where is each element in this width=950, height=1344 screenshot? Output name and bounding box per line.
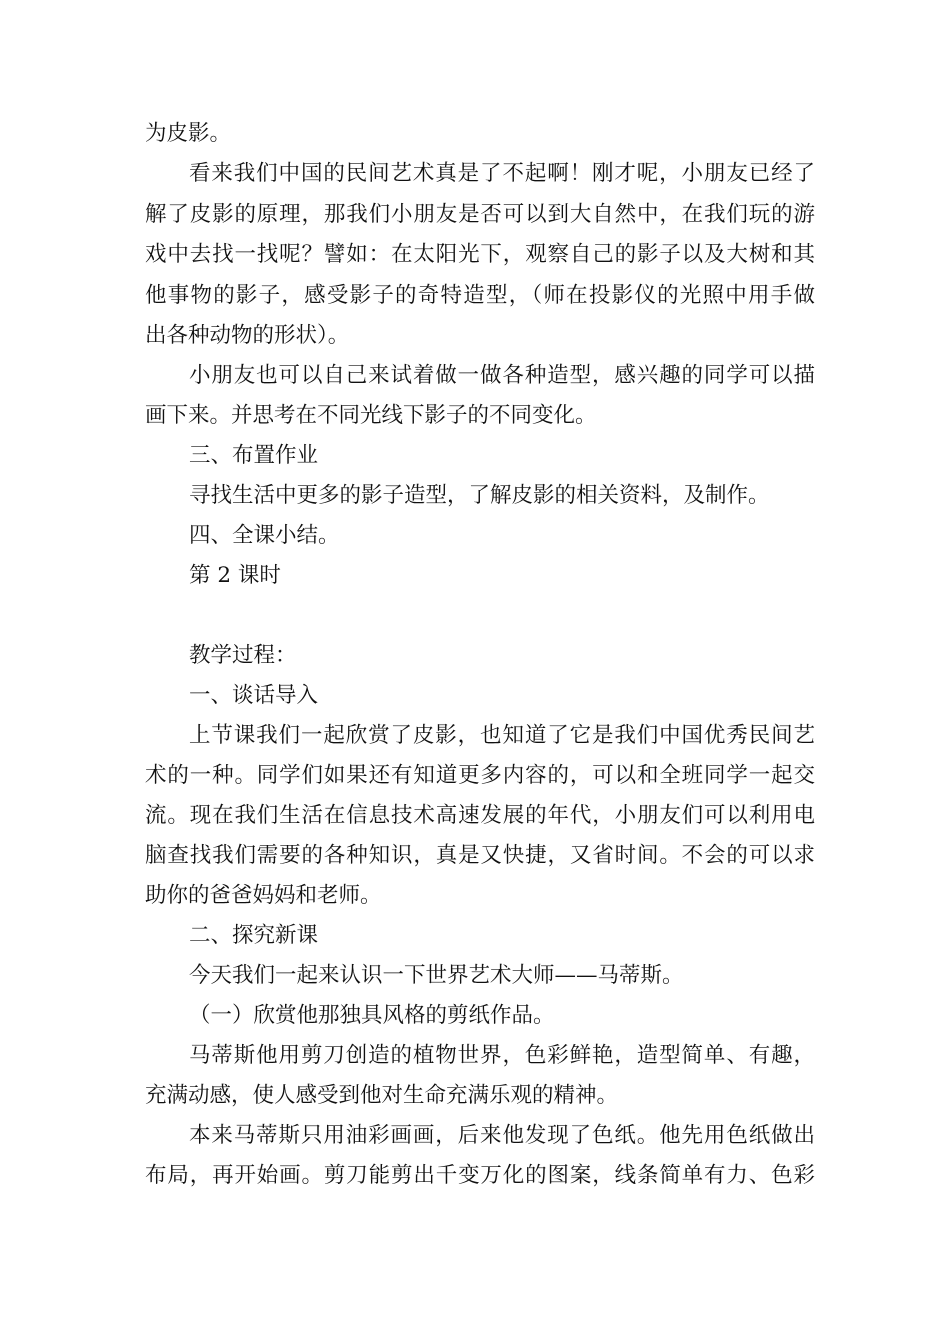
text-line: 术的一种。同学们如果还有知道更多内容的，可以和全班同学一起交: [145, 763, 815, 788]
text-line: 寻找生活中更多的影子造型，了解皮影的相关资料，及制作。: [189, 483, 770, 508]
text-line: 马蒂斯他用剪刀创造的植物世界，色彩鲜艳，造型简单、有趣，: [189, 1043, 815, 1068]
text-line: 戏中去找一找呢？譬如：在太阳光下，观察自己的影子以及大树和其: [145, 242, 815, 267]
text-line: 他事物的影子，感受影子的奇特造型，（师在投影仪的光照中用手做: [145, 283, 815, 308]
text-line: 为皮影。: [145, 121, 232, 146]
section-heading: 四、全课小结。: [189, 523, 340, 548]
section-heading: 一、谈话导入: [189, 683, 319, 708]
lesson-heading: 第 2 课时: [189, 563, 281, 588]
text-line: 充满动感，使人感受到他对生命充满乐观的精神。: [145, 1083, 619, 1108]
text-line: 看来我们中国的民间艺术真是了不起啊！刚才呢，小朋友已经了: [189, 161, 815, 186]
section-heading: 二、探究新课: [189, 923, 319, 948]
text-line: 小朋友也可以自己来试着做一做各种造型，感兴趣的同学可以描: [189, 363, 815, 388]
section-heading: 三、布置作业: [189, 443, 319, 468]
text-line: 布局，再开始画。剪刀能剪出千变万化的图案，线条简单有力、色彩: [145, 1163, 815, 1188]
text-line: 出各种动物的形状）。: [145, 323, 350, 348]
text-line: 本来马蒂斯只用油彩画画，后来他发现了色纸。他先用色纸做出: [189, 1123, 815, 1148]
text-line: 画下来。并思考在不同光线下影子的不同变化。: [145, 403, 597, 428]
text-line: 解了皮影的原理，那我们小朋友是否可以到大自然中，在我们玩的游: [145, 202, 815, 227]
text-line: 脑查找我们需要的各种知识，真是又快捷，又省时间。不会的可以求: [145, 843, 815, 868]
subsection-heading: （一）欣赏他那独具风格的剪纸作品。: [189, 1003, 555, 1028]
text-line: 上节课我们一起欣赏了皮影，也知道了它是我们中国优秀民间艺: [189, 723, 815, 748]
text-line: 今天我们一起来认识一下世界艺术大师——马蒂斯。: [189, 963, 684, 988]
section-heading: 教学过程：: [189, 643, 297, 668]
text-line: 流。现在我们生活在信息技术高速发展的年代，小朋友们可以利用电: [145, 803, 815, 828]
text-line: 助你的爸爸妈妈和老师。: [145, 883, 382, 908]
